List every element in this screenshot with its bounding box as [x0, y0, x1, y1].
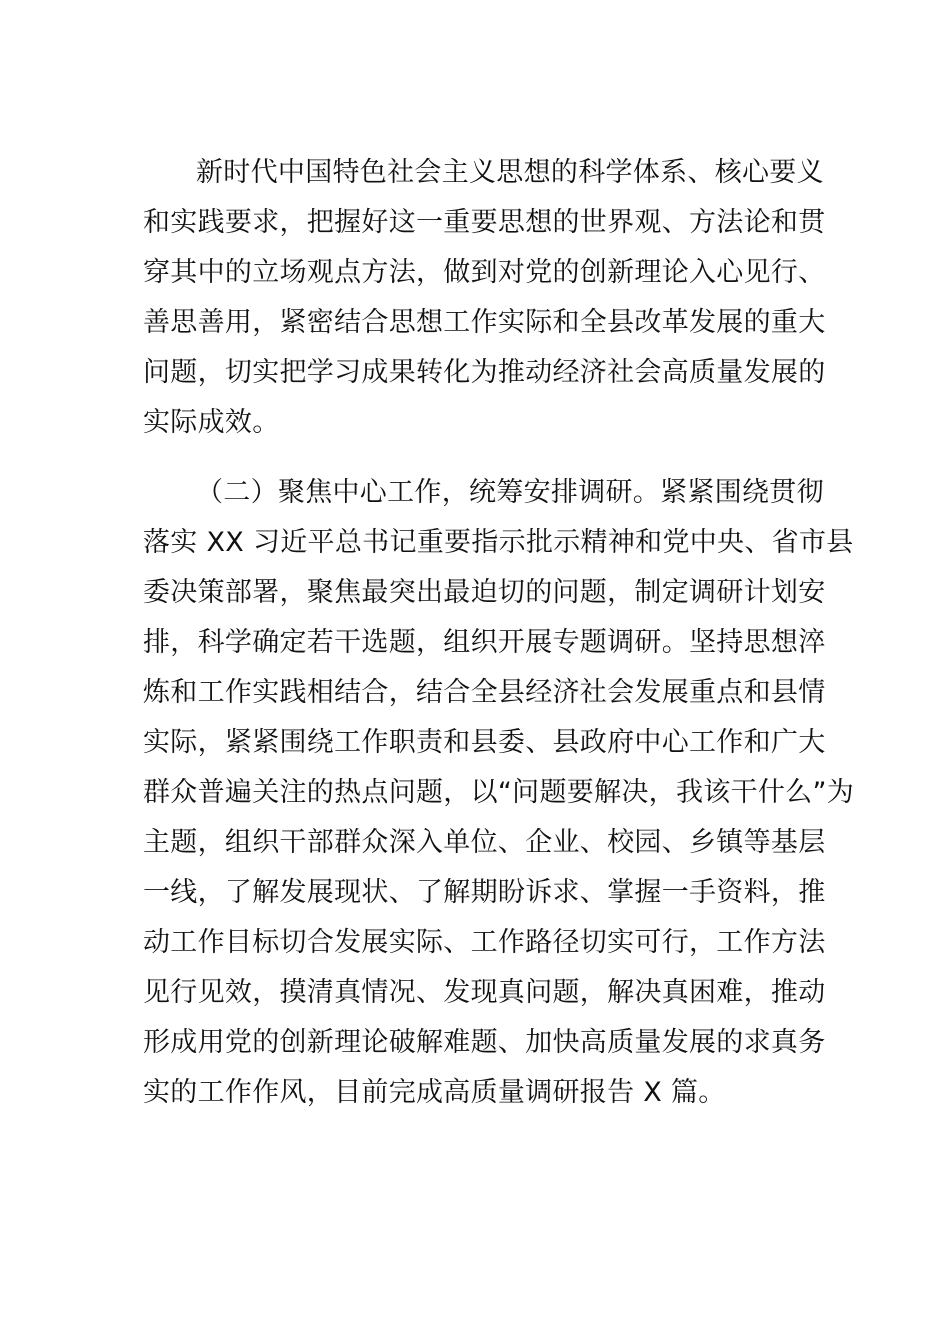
- text-line: 实的工作作风，目前完成高质量调研报告 X 篇。: [143, 1077, 726, 1108]
- text-line: 委决策部署，聚焦最突出最迫切的问题，制定调研计划安: [143, 577, 826, 608]
- text-line: 落实 XX 习近平总书记重要指示批示精神和党中央、省市县: [143, 527, 854, 558]
- text-line: 新时代中国特色社会主义思想的科学体系、核心要义: [196, 157, 824, 188]
- text-line: 问题，切实把学习成果转化为推动经济社会高质量发展的: [143, 357, 826, 388]
- text-line: 形成用党的创新理论破解难题、加快高质量发展的求真务: [143, 1027, 826, 1058]
- text-line: 实际，紧紧围绕工作职责和县委、县政府中心工作和广大: [143, 727, 826, 758]
- text-line: 动工作目标切合发展实际、工作路径切实可行，工作方法: [143, 927, 826, 958]
- text-line: 群众普遍关注的热点问题，以“问题要解决，我该干什么”为: [143, 777, 855, 808]
- text-line: 善思善用，紧密结合思想工作实际和全县改革发展的重大: [143, 307, 826, 338]
- text-line: 穿其中的立场观点方法，做到对党的创新理论入心见行、: [143, 257, 826, 288]
- text-line: 和实践要求，把握好这一重要思想的世界观、方法论和贯: [143, 207, 826, 238]
- text-line: （二）聚焦中心工作，统筹安排调研。紧紧围绕贯彻: [196, 477, 824, 508]
- text-line: 主题，组织干部群众深入单位、企业、校园、乡镇等基层: [143, 827, 826, 858]
- text-line: 见行见效，摸清真情况、发现真问题，解决真困难，推动: [143, 977, 826, 1008]
- text-line: 一线，了解发展现状、了解期盼诉求、掌握一手资料，推: [143, 877, 826, 908]
- text-line: 实际成效。: [143, 407, 280, 438]
- text-line: 排，科学确定若干选题，组织开展专题调研。坚持思想淬: [143, 627, 826, 658]
- text-line: 炼和工作实践相结合，结合全县经济社会发展重点和县情: [143, 677, 826, 708]
